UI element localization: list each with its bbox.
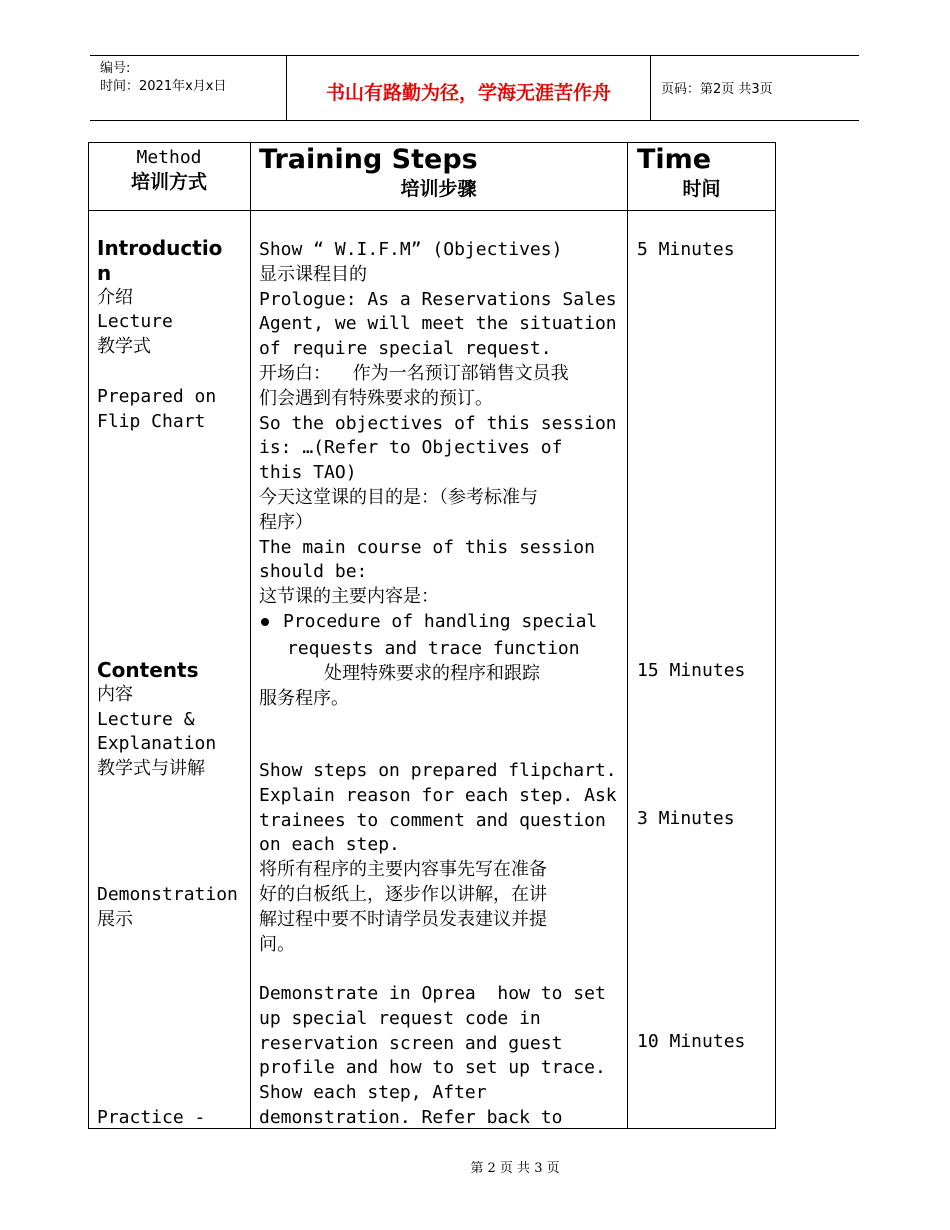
method-contents (97, 658, 247, 782)
step-line: reservation screen and guest (259, 1032, 563, 1054)
page-footer: 第 2 页 共 3 页 (470, 1161, 560, 1176)
intro-title-1: Introductio (97, 236, 223, 260)
step-line: trainees to comment and question (259, 809, 606, 831)
time-header-zh: 时间 (682, 178, 721, 200)
intro-line: 介绍 (97, 286, 133, 308)
step-line: Prologue: As a Reservations Sales (259, 288, 617, 310)
step-line: 们会遇到有特殊要求的预订。 (259, 387, 493, 409)
header-info-cell (90, 56, 287, 120)
step-line: on each step. (259, 834, 400, 856)
steps-block-demonstration (259, 982, 625, 1131)
step-line: Agent, we will meet the situation (259, 313, 617, 335)
step-line: 将所有程序的主要内容事先写在准备 (259, 859, 547, 881)
step-line: up special request code in (259, 1007, 541, 1029)
time-demonstration: 10 Minutes (637, 1031, 746, 1052)
intro-line: Prepared on (97, 385, 217, 407)
step-line: Show steps on prepared flipchart. (259, 760, 617, 781)
step-line: 这节课的主要内容是： (259, 586, 439, 608)
step-line: 程序） (259, 511, 313, 533)
table-header-divider (88, 210, 776, 211)
bullet-line: 处理特殊要求的程序和跟踪 (259, 662, 541, 684)
steps-block-intro (259, 238, 625, 711)
demo-line: 展示 (97, 908, 133, 930)
date-line: 时间：2021年x月x日 (100, 79, 227, 94)
step-line: The main course of this session (259, 536, 595, 558)
intro-title-2: n (97, 260, 112, 285)
intro-line: Lecture (97, 311, 173, 333)
step-line: 好的白板纸上，逐步作以讲解，在讲 (259, 883, 547, 905)
intro-line: 教学式 (97, 336, 151, 358)
table-border-top (88, 142, 776, 143)
step-line: 显示课程目的 (259, 263, 367, 285)
time-contents: 15 Minutes (637, 660, 746, 681)
step-line: demonstration. Refer back to (259, 1106, 563, 1128)
bullet-line: 服务程序。 (259, 687, 349, 709)
step-line: So the objectives of this session (259, 412, 617, 434)
step-line: this TAO) (259, 462, 357, 484)
step-line: of require special request. (259, 338, 552, 360)
page-header (90, 55, 859, 121)
page-info: 页码：第2页 共3页 (661, 82, 773, 97)
intro-line (97, 360, 247, 385)
method-practice: Practice - (97, 1107, 206, 1128)
contents-line: 内容 (97, 683, 133, 705)
intro-line: Flip Chart (97, 410, 206, 432)
step-line: 问。 (259, 933, 295, 955)
time-explanation: 3 Minutes (637, 808, 735, 829)
method-intro (97, 236, 247, 434)
step-line: Show each step, After (259, 1082, 487, 1104)
step-line: 解过程中要不时请学员发表建议并提 (259, 908, 547, 930)
step-line: Explain reason for each step. Ask (259, 784, 617, 806)
method-header (88, 146, 250, 194)
method-header-en: Method (136, 147, 202, 168)
motto-text: 书山有路勤为径，学海无涯苦作舟 (325, 82, 611, 104)
contents-line: Lecture & (97, 708, 195, 730)
step-line: 开场白： 作为一名预订部销售文员我 (259, 362, 569, 384)
time-intro: 5 Minutes (637, 239, 735, 260)
bullet-line: Procedure of handling special (283, 610, 598, 632)
steps-block-contents (259, 759, 625, 957)
step-line: should be: (259, 561, 368, 583)
table-border-left (88, 142, 89, 1129)
table-divider-steps (627, 142, 628, 1129)
doc-number-label: 编号: (100, 61, 131, 76)
contents-line: 教学式与讲解 (97, 758, 205, 780)
demo-line: Demonstration (97, 884, 238, 905)
method-demonstration (97, 883, 247, 933)
step-line: is: …(Refer to Objectives of (259, 437, 563, 459)
contents-title: Contents (97, 658, 199, 682)
training-table (88, 142, 776, 1129)
table-border-right (775, 142, 776, 1129)
step-line: 今天这堂课的目的是：（参考标准与 (259, 486, 538, 508)
bullet-line: requests and trace function (287, 637, 580, 659)
step-line: Demonstrate in Oprea how to set (259, 983, 606, 1004)
bullet-item (259, 610, 625, 637)
method-header-zh: 培训方式 (130, 171, 207, 193)
steps-header-zh: 培训步骤 (400, 178, 477, 200)
bullet-icon (261, 618, 269, 626)
steps-header-en: Training Steps (259, 144, 478, 175)
time-header-en: Time (637, 144, 712, 175)
step-line: Show “ W.I.F.M” (Objectives) (259, 239, 563, 260)
table-divider-method (250, 142, 251, 1129)
header-motto-cell (287, 56, 651, 120)
contents-line: Explanation (97, 733, 217, 755)
step-line: profile and how to set up trace. (259, 1057, 606, 1079)
header-page-cell (651, 56, 859, 120)
